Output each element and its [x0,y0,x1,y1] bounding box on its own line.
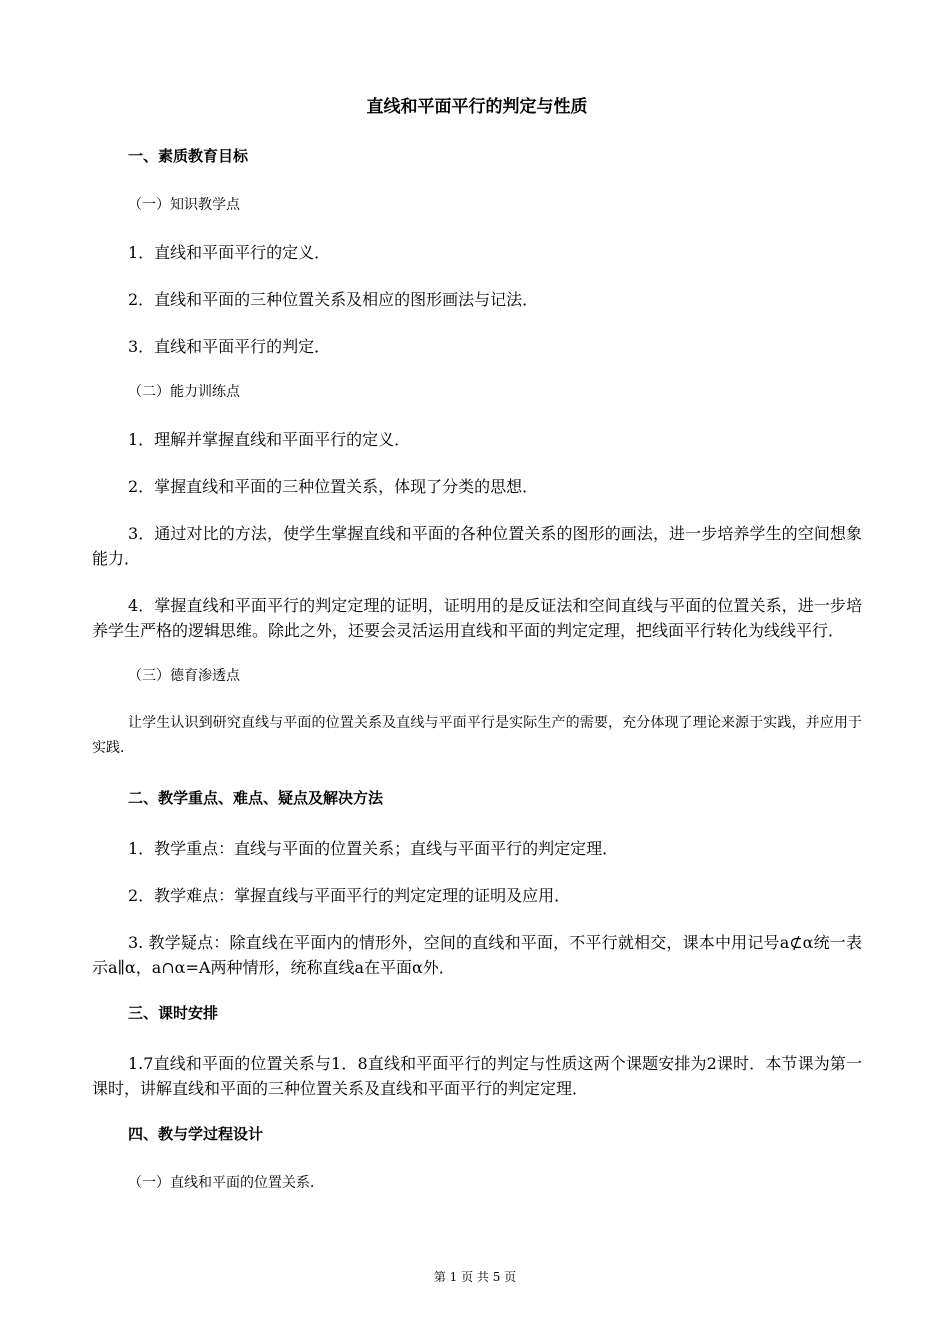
subsection-knowledge: （一）知识教学点 [128,197,240,213]
moral-text: 让学生认识到研究直线与平面的位置关系及直线与平面平行是实际生产的需要，充分体现了理论来源于实践，并应用于实践． [92,715,862,756]
page-footer: 第 1 页 共 5 页 [433,1270,517,1284]
schedule-text: 1.7直线和平面的位置关系与1．8直线和平面平行的判定与性质这两个课题安排为2课时．本节课为第一课时，讲解直线和平面的三种位置关系及直线和平面平行的判定定理． [92,1054,862,1098]
knowledge-item-1: 1．直线和平面平行的定义． [128,243,331,262]
subsection-ability: （二）能力训练点 [128,384,240,400]
section-heading-schedule: 三、课时安排 [128,1004,219,1022]
section-heading-goals: 一、素质教育目标 [128,147,249,165]
document-body [92,92,862,1218]
section-heading-key-points: 二、教学重点、难点、疑点及解决方法 [128,789,384,807]
ability-item-3: 3．通过对比的方法，使学生掌握直线和平面的各种位置关系的图形的画法，进一步培养学生的空间想象能力． [92,524,862,568]
document-title: 直线和平面平行的判定与性质 [366,97,588,117]
knowledge-item-3: 3．直线和平面平行的判定． [128,337,331,356]
subsection-moral: （三）德育渗透点 [128,668,240,684]
key-point-item-3: 3. 教学疑点：除直线在平面内的情形外，空间的直线和平面，不平行就相交，课本中用记号a⊄α统一表示a∥α，a∩α=A两种情形，统称直线a在平面α外． [92,933,862,977]
ability-item-4: 4．掌握直线和平面平行的判定定理的证明，证明用的是反证法和空间直线与平面的位置关系，进一步培养学生严格的逻辑思维。除此之外，还要会灵活运用直线和平面的判定定理，把线面平行转化为线线平行． [92,596,862,640]
key-point-item-1: 1．教学重点：直线与平面的位置关系；直线与平面平行的判定定理． [128,839,619,858]
key-point-item-2: 2．教学难点：掌握直线与平面平行的判定定理的证明及应用． [128,886,571,905]
section-heading-process: 四、教与学过程设计 [128,1125,264,1143]
ability-item-2: 2．掌握直线和平面的三种位置关系，体现了分类的思想． [128,477,539,496]
knowledge-item-2: 2．直线和平面的三种位置关系及相应的图形画法与记法． [128,290,539,309]
subsection-position-relations: （一）直线和平面的位置关系． [128,1175,324,1191]
ability-item-1: 1．理解并掌握直线和平面平行的定义． [128,430,411,449]
